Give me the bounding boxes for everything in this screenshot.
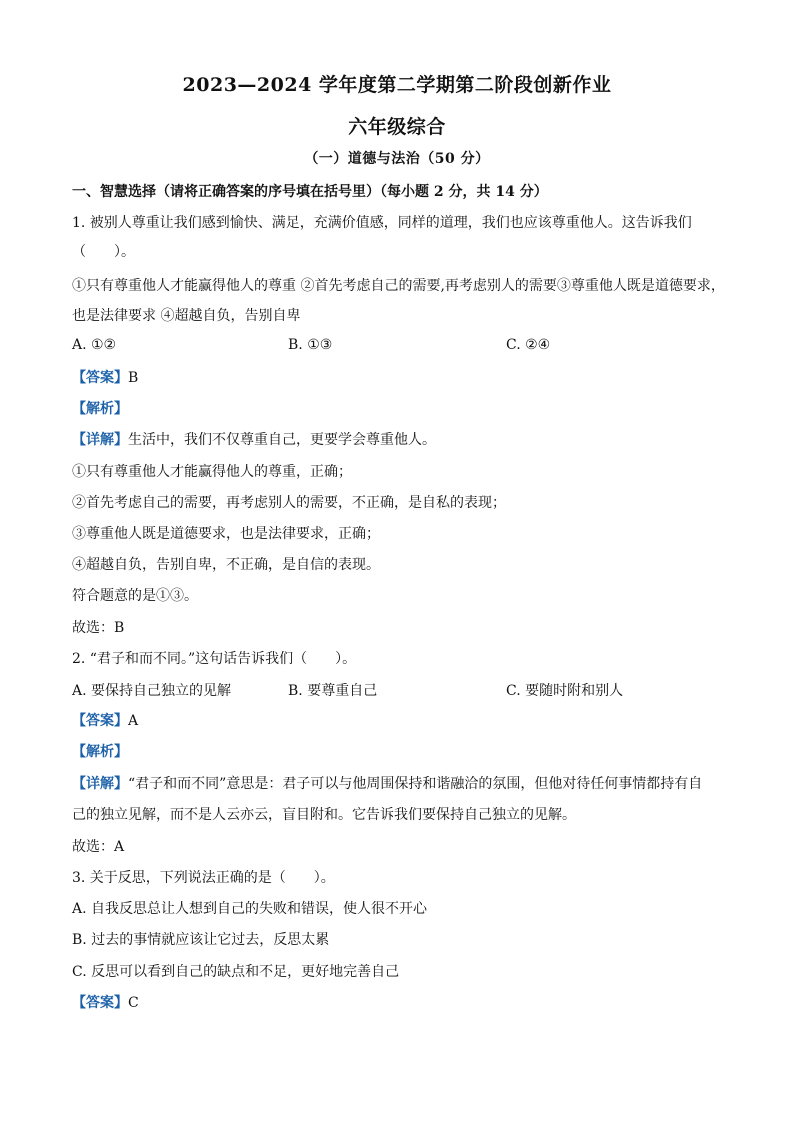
q3-stem: 3. 关于反思，下列说法正确的是（ ）。	[72, 870, 335, 886]
answer-tag: 【答案】	[72, 370, 128, 386]
q3-answer	[72, 993, 732, 1013]
q2-answer	[72, 711, 732, 731]
q2-option-a: A. 要保持自己独立的见解	[72, 683, 232, 699]
q1-detail-item-2: ②首先考虑自己的需要，再考虑别人的需要，不正确，是自私的表现；	[72, 495, 506, 511]
q2-detail	[72, 774, 732, 794]
q1-stem-line1: 1. 被别人尊重让我们感到愉快、满足，充满价值感，同样的道理，我们也应该尊重他人。这告诉我们	[72, 215, 692, 231]
q1-option-b: B. ①③	[288, 337, 333, 353]
q1-answer	[72, 368, 732, 388]
q1-detail-item-1: ①只有尊重他人才能赢得他人的尊重，正确；	[72, 464, 352, 480]
q3-option-a: A. 自我反思总让人想到自己的失败和错误，使人很不开心	[72, 901, 428, 917]
q2-detail-text: “君子和而不同”意思是：君子可以与他周围保持和谐融洽的氛围，但他对待任何事情都持有自	[128, 776, 703, 792]
q1-detail-item-4: ④超越自负，告别自卑，不正确，是自信的表现。	[72, 557, 380, 573]
q2-option-b: B. 要尊重自己	[288, 683, 378, 699]
q2-stem: 2. “君子和而不同。”这句话告诉我们（ ）。	[72, 651, 357, 667]
part-heading: 一、智慧选择（请将正确答案的序号填在括号里）（每小题 2 分，共 14 分）	[72, 184, 548, 200]
q1-option-a: A. ①②	[72, 337, 117, 353]
analysis-tag: 【解析】	[72, 744, 128, 760]
q1-conclusion: 符合题意的是①③。	[72, 588, 198, 604]
page-subtitle: 六年级综合	[348, 116, 446, 138]
q3-option-c: C. 反思可以看到自己的缺点和不足，更好地完善自己	[72, 964, 400, 980]
q2-answer-value: A	[128, 713, 139, 729]
q1-answer-value: B	[128, 370, 139, 386]
q1-stem-line2: （ ）。	[72, 244, 135, 260]
q2-choice: 故选：A	[72, 839, 125, 855]
q1-detail-item-3: ③尊重他人既是道德要求，也是法律要求，正确；	[72, 526, 380, 542]
q1-options	[72, 337, 732, 357]
answer-tag: 【答案】	[72, 713, 128, 729]
answer-tag: 【答案】	[72, 995, 128, 1011]
q2-detail-line2: 己的独立见解，而不是人云亦云，盲目附和。它告诉我们要保持自己独立的见解。	[72, 807, 576, 823]
q1-detail-text: 生活中，我们不仅尊重自己，更要学会尊重他人。	[128, 432, 436, 448]
section-title: （一）道德与法治（50 分）	[304, 151, 490, 167]
q1-detail	[72, 430, 732, 450]
detail-tag: 【详解】	[72, 432, 128, 448]
q2-analysis	[72, 742, 732, 762]
q3-option-b: B. 过去的事情就应该让它过去，反思太累	[72, 932, 330, 948]
detail-tag: 【详解】	[72, 776, 128, 792]
q1-choice: 故选：B	[72, 620, 125, 636]
q1-statements-line2: 也是法律要求 ④超越自负，告别自卑	[72, 308, 301, 324]
q2-options	[72, 680, 732, 700]
analysis-tag: 【解析】	[72, 401, 128, 417]
q3-answer-value: C	[128, 995, 139, 1011]
q1-option-c: C. ②④	[506, 337, 551, 353]
q1-statements-line1: ①只有尊重他人才能赢得他人的尊重 ②首先考虑自己的需要,再考虑别人的需要③尊重他人既是道德要求，	[72, 278, 725, 294]
q2-option-c: C. 要随时附和别人	[506, 683, 624, 699]
q1-analysis	[72, 399, 732, 419]
page-title: 2023—2024 学年度第二学期第二阶段创新作业	[182, 74, 612, 96]
